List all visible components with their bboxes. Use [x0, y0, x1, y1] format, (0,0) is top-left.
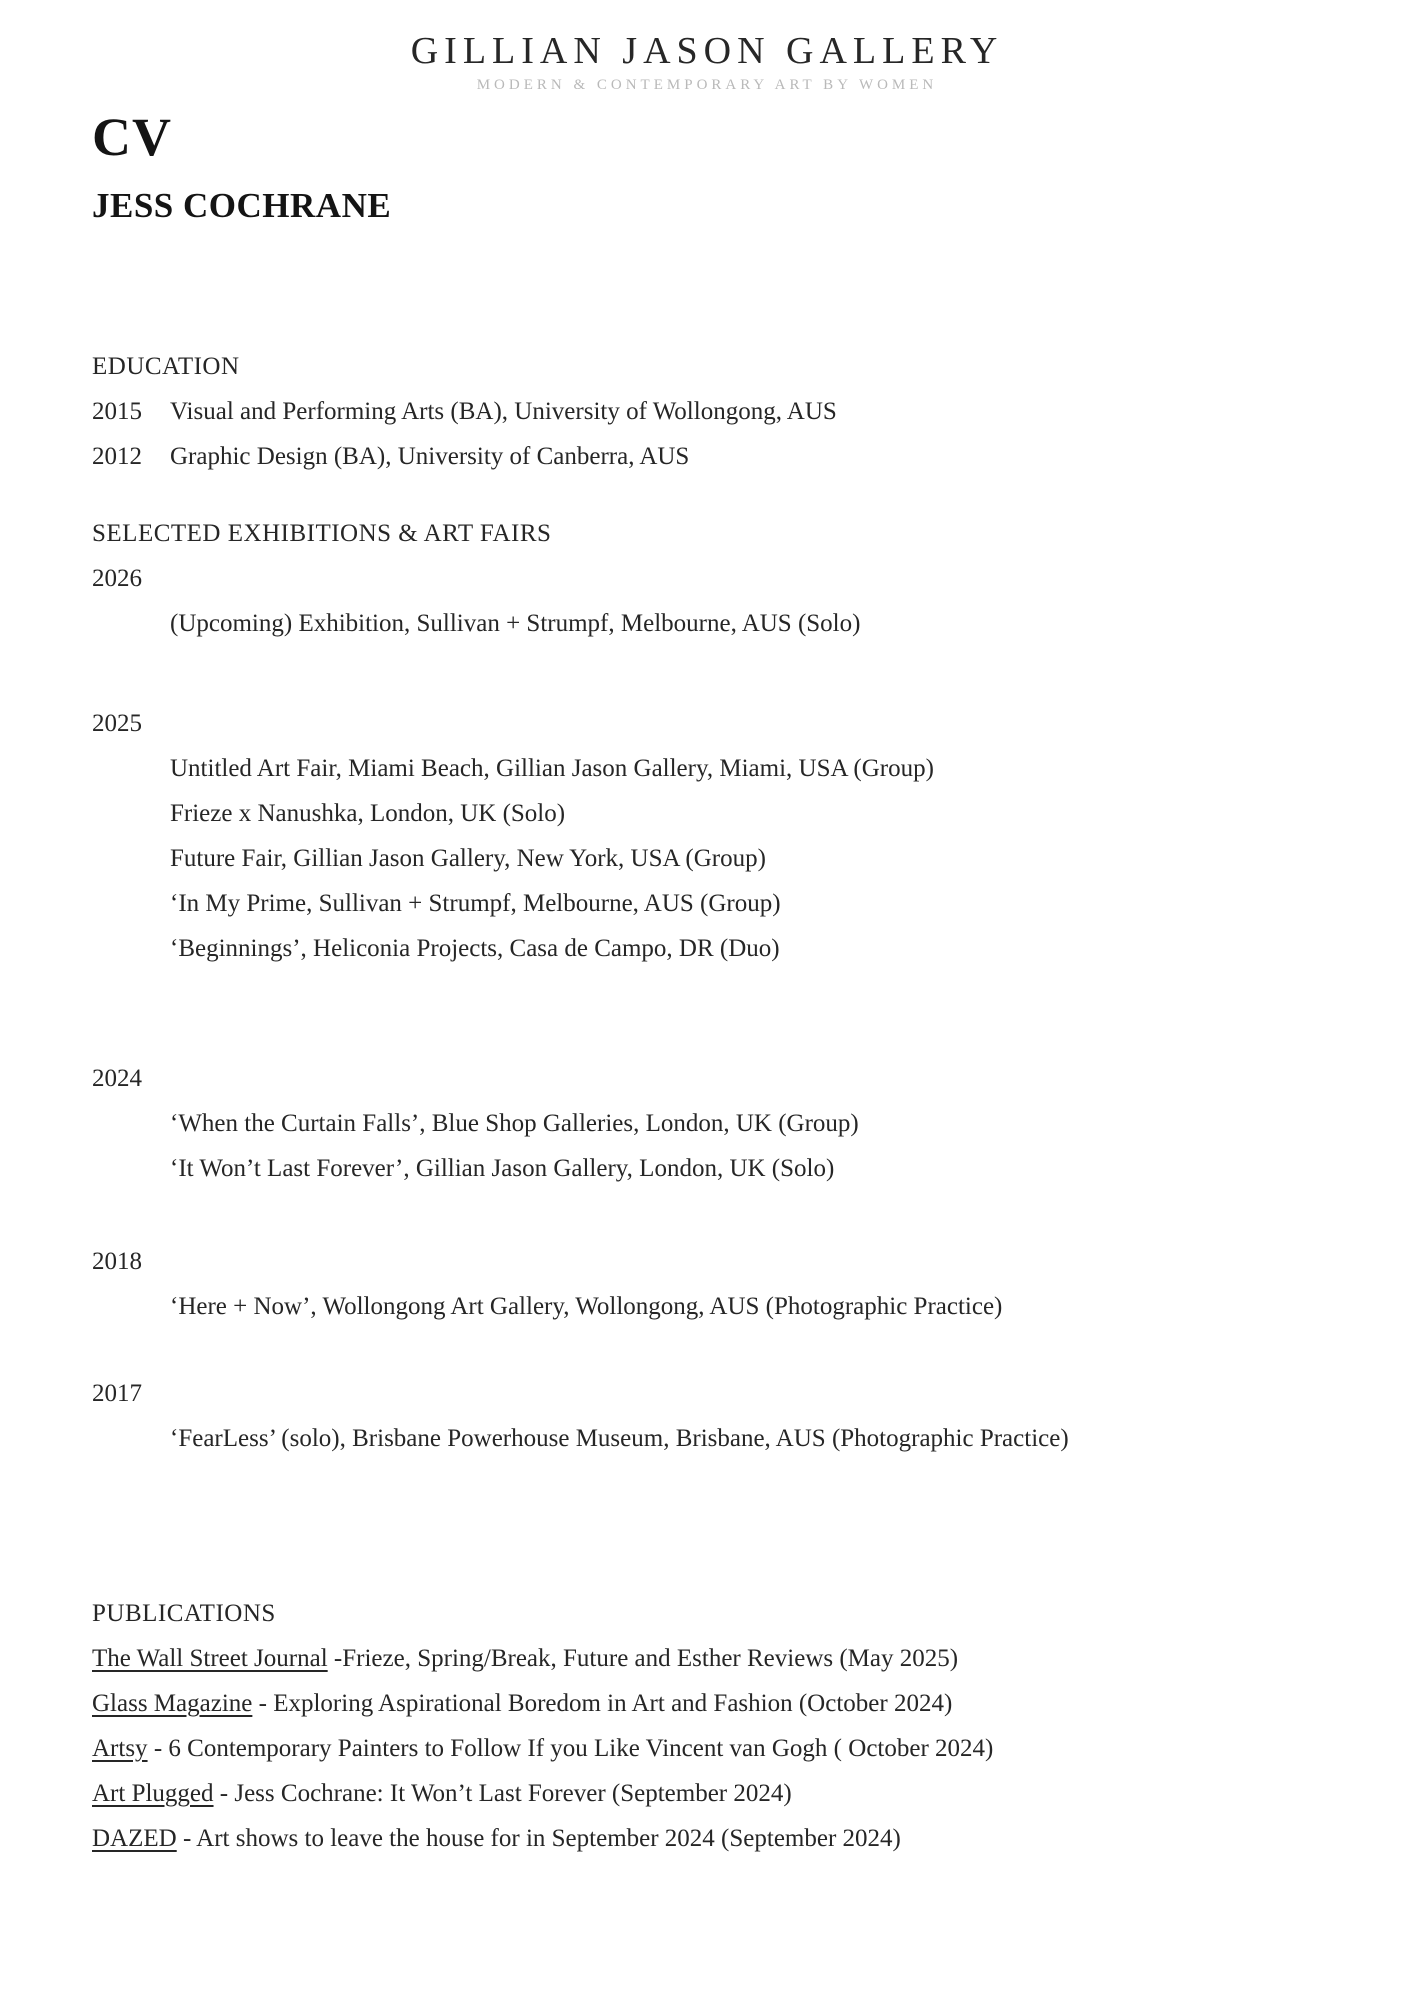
education-year: 2015 — [92, 398, 142, 425]
exhibition-group — [92, 556, 1354, 646]
exhibition-item: Untitled Art Fair, Miami Beach, Gillian Jason Gallery, Miami, USA (Group) — [170, 755, 934, 782]
publication-detail: -Frieze, Spring/Break, Future and Esther Reviews (May 2025) — [327, 1645, 959, 1672]
exhibition-year: 2026 — [92, 565, 142, 592]
exhibitions-heading: SELECTED EXHIBITIONS & ART FAIRS — [92, 520, 552, 547]
exhibition-item: ‘It Won’t Last Forever’, Gillian Jason Gallery, London, UK (Solo) — [170, 1155, 835, 1182]
publication-entry — [92, 1816, 1354, 1861]
publication-source-link[interactable]: Art Plugged — [92, 1780, 214, 1807]
education-detail: Graphic Design (BA), University of Canberra, AUS — [170, 443, 690, 470]
exhibition-group — [92, 1239, 1354, 1329]
exhibition-item: Future Fair, Gillian Jason Gallery, New York, USA (Group) — [170, 845, 766, 872]
exhibition-item: ‘In My Prime, Sullivan + Strumpf, Melbourne, AUS (Group) — [170, 890, 781, 917]
exhibition-item: ‘FearLess’ (solo), Brisbane Powerhouse Museum, Brisbane, AUS (Photographic Practice) — [170, 1425, 1069, 1452]
education-entry — [92, 434, 1354, 479]
publication-detail: - Art shows to leave the house for in September 2024 (September 2024) — [176, 1825, 901, 1852]
education-year: 2012 — [92, 443, 142, 470]
exhibition-item: ‘Here + Now’, Wollongong Art Gallery, Wollongong, AUS (Photographic Practice) — [170, 1293, 1003, 1320]
publication-source-link[interactable]: Glass Magazine — [92, 1690, 253, 1717]
exhibitions-section — [92, 511, 1354, 1461]
publication-detail: - 6 Contemporary Painters to Follow If you Like Vincent van Gogh ( October 2024) — [147, 1735, 994, 1762]
education-section — [92, 344, 1354, 479]
exhibition-item: (Upcoming) Exhibition, Sullivan + Strumpf, Melbourne, AUS (Solo) — [170, 610, 861, 637]
exhibition-item: Frieze x Nanushka, London, UK (Solo) — [170, 800, 566, 827]
education-heading: EDUCATION — [92, 353, 240, 380]
education-detail: Visual and Performing Arts (BA), University of Wollongong, AUS — [170, 398, 837, 425]
gallery-header — [0, 0, 1414, 94]
publication-entry — [92, 1771, 1354, 1816]
publication-detail: - Exploring Aspirational Boredom in Art and Fashion (October 2024) — [252, 1690, 953, 1717]
exhibition-year: 2024 — [92, 1065, 142, 1092]
exhibition-year: 2017 — [92, 1380, 142, 1407]
exhibition-group — [92, 1056, 1354, 1191]
publication-source-link[interactable]: The Wall Street Journal — [92, 1645, 328, 1672]
artist-name: JESS COCHRANE — [92, 186, 392, 225]
publication-source-link[interactable]: Artsy — [92, 1735, 148, 1762]
page-title: CV — [92, 107, 172, 167]
exhibition-group — [92, 1371, 1354, 1461]
publications-heading: PUBLICATIONS — [92, 1600, 276, 1627]
publication-entry — [92, 1681, 1354, 1726]
education-entry — [92, 389, 1354, 434]
exhibition-item: ‘When the Curtain Falls’, Blue Shop Galleries, London, UK (Group) — [170, 1110, 859, 1137]
exhibition-item: ‘Beginnings’, Heliconia Projects, Casa de Campo, DR (Duo) — [170, 935, 780, 962]
publication-entry — [92, 1636, 1354, 1681]
publication-detail: - Jess Cochrane: It Won’t Last Forever (September 2024) — [213, 1780, 792, 1807]
publications-section — [92, 1591, 1354, 1861]
exhibition-year: 2018 — [92, 1248, 142, 1275]
exhibition-year: 2025 — [92, 710, 142, 737]
exhibition-group — [92, 701, 1354, 971]
publication-entry — [92, 1726, 1354, 1771]
publication-source-link[interactable]: DAZED — [92, 1825, 177, 1852]
gallery-logo: GILLIAN JASON GALLERY — [410, 30, 1004, 72]
gallery-tagline: MODERN & CONTEMPORARY ART BY WOMEN — [476, 77, 938, 93]
